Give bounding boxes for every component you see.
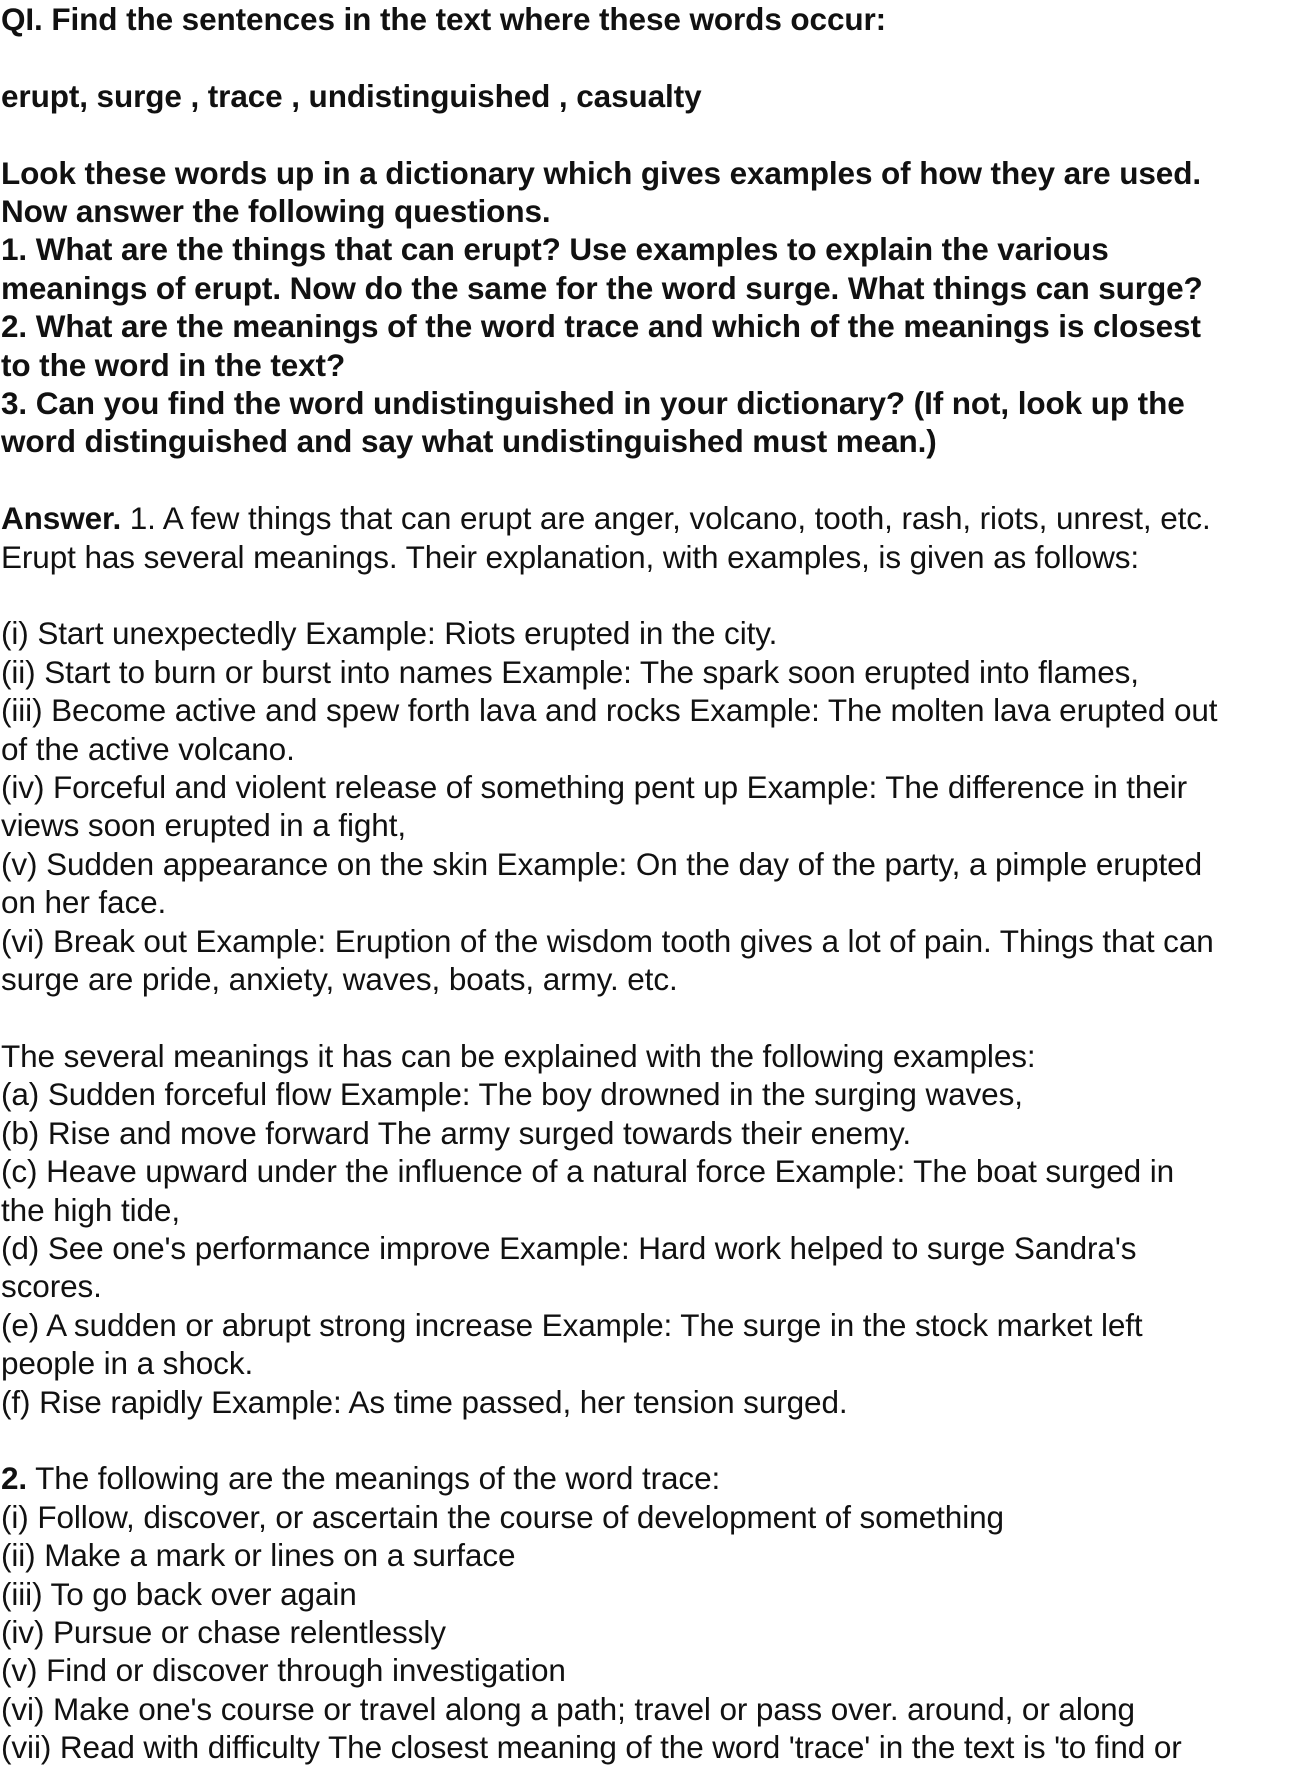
list-item: (vi) Make one's course or travel along a path; travel or pass over. around, or along (1, 1690, 1135, 1727)
answer-intro-line-2: Erupt has several meanings. Their explanation, with examples, is given as follows: (1, 538, 1140, 575)
list-item: (f) Rise rapidly Example: As time passed, her tension surged. (1, 1383, 848, 1420)
erupt-meanings-list (1, 614, 1291, 998)
list-item: (iii) To go back over again (1, 1575, 357, 1612)
list-item: (i) Start unexpectedly Example: Riots erupted in the city. (1, 615, 778, 652)
word-list: erupt, surge , trace , undistinguished , casualty (1, 77, 702, 114)
answer-intro-line (1, 499, 1291, 537)
instruction-line: meanings of erupt. Now do the same for the word surge. What things can surge? (1, 269, 1203, 306)
question-section (1, 0, 1291, 461)
trace-intro-line (1, 1459, 1291, 1497)
list-item: (iii) Become active and spew forth lava and rocks Example: The molten lava erupted out (1, 692, 1218, 729)
list-item: (iv) Forceful and violent release of something pent up Example: The difference in their (1, 769, 1188, 806)
list-item: (iv) Pursue or chase relentlessly (1, 1613, 446, 1650)
list-item: (i) Follow, discover, or ascertain the course of development of something (1, 1498, 1004, 1535)
list-item: (vii) Read with difficulty The closest meaning of the word 'trace' in the text is 'to find or (1, 1729, 1182, 1766)
answer-label: Answer. (1, 500, 122, 537)
spacer (1, 576, 1291, 614)
answer-intro-text: 1. A few things that can erupt are anger, volcano, tooth, rash, riots, unrest, etc. (121, 500, 1211, 537)
surge-meanings-list (1, 1037, 1291, 1421)
list-item: on her face. (1, 884, 167, 921)
list-item: (c) Heave upward under the influence of a natural force Example: The boat surged in (1, 1153, 1175, 1190)
list-item: (e) A sudden or abrupt strong increase Example: The surge in the stock market left (1, 1306, 1143, 1343)
list-item: (a) Sudden forceful flow Example: The boy drowned in the surging waves, (1, 1076, 1023, 1113)
instruction-line: word distinguished and say what undistinguished must mean.) (1, 423, 937, 460)
spacer (1, 1421, 1291, 1459)
instruction-line: 1. What are the things that can erupt? Use examples to explain the various (1, 231, 1109, 268)
list-item: of the active volcano. (1, 730, 295, 767)
list-item: (v) Find or discover through investigation (1, 1652, 566, 1689)
list-item: (d) See one's performance improve Example: Hard work helped to surge Sandra's (1, 1229, 1137, 1266)
answer-section (1, 499, 1291, 576)
instruction-line: Look these words up in a dictionary which gives examples of how they are used. (1, 154, 1201, 191)
instruction-line: to the word in the text? (1, 346, 346, 383)
trace-intro-text: The following are the meanings of the word trace: (27, 1460, 721, 1497)
spacer (1, 115, 1291, 153)
list-item: (vi) Break out Example: Eruption of the wisdom tooth gives a lot of pain. Things that can (1, 922, 1214, 959)
list-item: (ii) Make a mark or lines on a surface (1, 1537, 516, 1574)
document-page (1, 0, 1291, 1767)
question-heading: QI. Find the sentences in the text where these words occur: (1, 1, 887, 37)
spacer (1, 38, 1291, 76)
instruction-line: Now answer the following questions. (1, 193, 551, 229)
list-item: (v) Sudden appearance on the skin Example: On the day of the party, a pimple erupted (1, 845, 1202, 882)
list-item: The several meanings it has can be explained with the following examples: (1, 1037, 1036, 1074)
list-item: (b) Rise and move forward The army surged towards their enemy. (1, 1114, 912, 1151)
list-item: the high tide, (1, 1191, 180, 1228)
list-item: scores. (1, 1268, 102, 1305)
instruction-line: 3. Can you find the word undistinguished in your dictionary? (If not, look up the (1, 385, 1185, 422)
list-item: (ii) Start to burn or burst into names Example: The spark soon erupted into flames, (1, 653, 1139, 690)
list-item: surge are pride, anxiety, waves, boats, army. etc. (1, 961, 678, 998)
list-item: people in a shock. (1, 1345, 254, 1382)
list-item: views soon erupted in a fight, (1, 807, 406, 844)
spacer (1, 461, 1291, 499)
instruction-line: 2. What are the meanings of the word trace and which of the meanings is closest (1, 308, 1201, 345)
spacer (1, 999, 1291, 1037)
trace-meanings-list (1, 1459, 1291, 1766)
trace-label: 2. (1, 1460, 28, 1497)
